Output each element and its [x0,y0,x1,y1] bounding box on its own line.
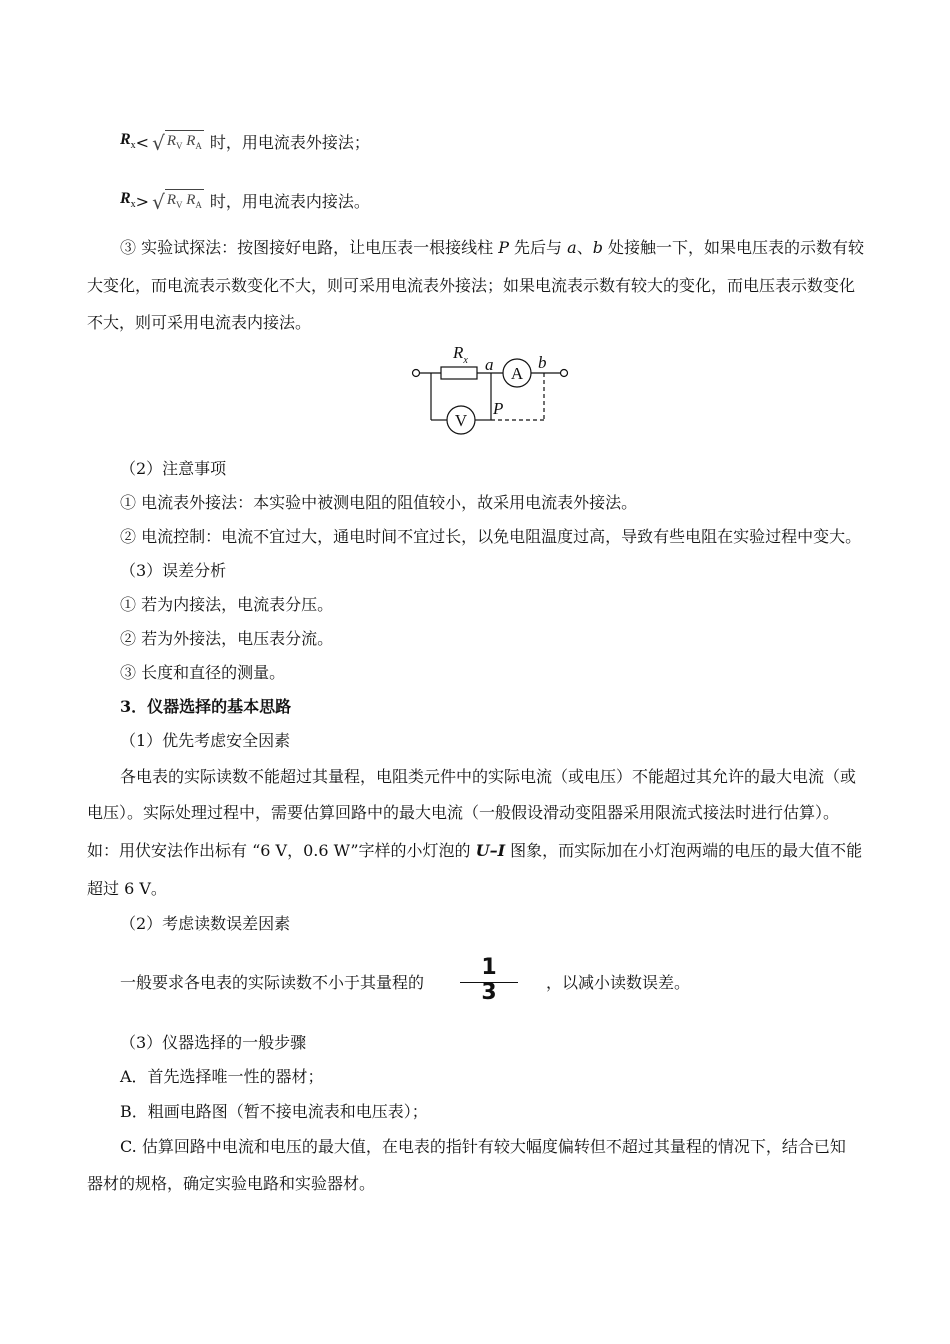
resistor-rx [441,367,477,379]
step-a: A．首先选择唯一性的器材； [120,1067,324,1086]
sqrt-rv-ra: √ $R_V$ $R_A$ [152,131,202,156]
rx-label: $R_x$ [453,343,468,366]
rx-symbol: $R_x$ [120,190,136,211]
a-label: a [485,355,494,374]
step-b: B．粗画电路图（暂不接电流表和电压表）； [120,1102,428,1121]
rule-text: 时，用电流表外接法； [209,133,370,153]
section-3-sub3: （3）仪器选择的一般步骤 [120,1033,307,1052]
rule-external-connection [120,130,370,156]
method3-line1: ③ 实验试探法：按图接好电路，让电压表一根接线柱 P 先后与 a、b 处接触一下，如果电压表的示数有较 [120,238,865,257]
sqrt-icon: √ [152,131,165,156]
notes-heading: （2）注意事项 [120,459,227,478]
section-3-para2-a: 一般要求各电表的实际读数不小于其量程的 [120,973,425,992]
b-label: b [538,353,547,372]
section-3-para1-line2: 电压）。实际处理过程中，需要估算回路中的最大电流（一般假设滑动变阻器采用限流式接法时进行估算）。 [87,803,840,822]
method3-line2: 大变化，而电流表示数变化不大，则可采用电流表外接法；如果电流表示数有较大的变化，而电压表示数变化 [87,276,856,295]
step-c-line2: 器材的规格，确定实验电路和实验器材。 [87,1174,376,1193]
step-c-line1: C. 估算回路中电流和电压的最大值，在电表的指针有较大幅度偏转但不超过其量程的情况下，结合已知 [120,1137,846,1156]
comparison-operator: < [135,133,150,153]
circuit-diagram [405,338,580,438]
section-3-title: 3．仪器选择的基本思路 [120,697,292,716]
section-3-sub1: （1）优先考虑安全因素 [120,731,291,750]
rule-internal-connection [120,189,370,215]
errors-item-3: ③ 长度和直径的测量。 [120,663,286,682]
method3-line3: 不大，则可采用电流表内接法。 [87,313,312,332]
section-3-para2-b: ，以减小读数误差。 [546,973,691,992]
errors-item-1: ① 若为内接法，电流表分压。 [120,595,334,614]
section-3-para1-line4: 超过 6 V。 [87,879,167,898]
right-terminal [561,370,568,377]
fraction-numerator: 1 [481,955,497,980]
rule-text: 时，用电流表内接法。 [209,192,370,212]
section-3-para1-line3: 如：用伏安法作出标有 “6 V，0.6 W”字样的小灯泡的 U–I 图象，而实际加在小灯泡两端的电压的最大值不能 [87,841,863,860]
sqrt-icon: √ [152,190,165,215]
left-terminal [413,370,420,377]
rx-symbol: $R_x$ [120,131,136,152]
ammeter-label: A [510,364,524,383]
comparison-operator: > [135,192,150,212]
errors-heading: （3）误差分析 [120,561,227,580]
section-3-para1-line1: 各电表的实际读数不能超过其量程，电阻类元件中的实际电流（或电压）不能超过其允许的最大电流（或 [120,767,857,786]
fraction-denominator: 3 [481,980,497,1005]
p-label: P [493,399,504,418]
voltmeter-label: V [454,411,468,430]
notes-item-2: ② 电流控制：电流不宜过大，通电时间不宜过长，以免电阻温度过高，导致有些电阻在实验过程中变大。 [120,527,862,546]
section-3-sub2: （2）考虑读数误差因素 [120,914,291,933]
notes-item-1: ① 电流表外接法：本实验中被测电阻的阻值较小，故采用电流表外接法。 [120,493,638,512]
sqrt-rv-ra: √ $R_V$ $R_A$ [152,190,202,215]
errors-item-2: ② 若为外接法，电压表分流。 [120,629,334,648]
fraction-one-third [458,955,520,1006]
